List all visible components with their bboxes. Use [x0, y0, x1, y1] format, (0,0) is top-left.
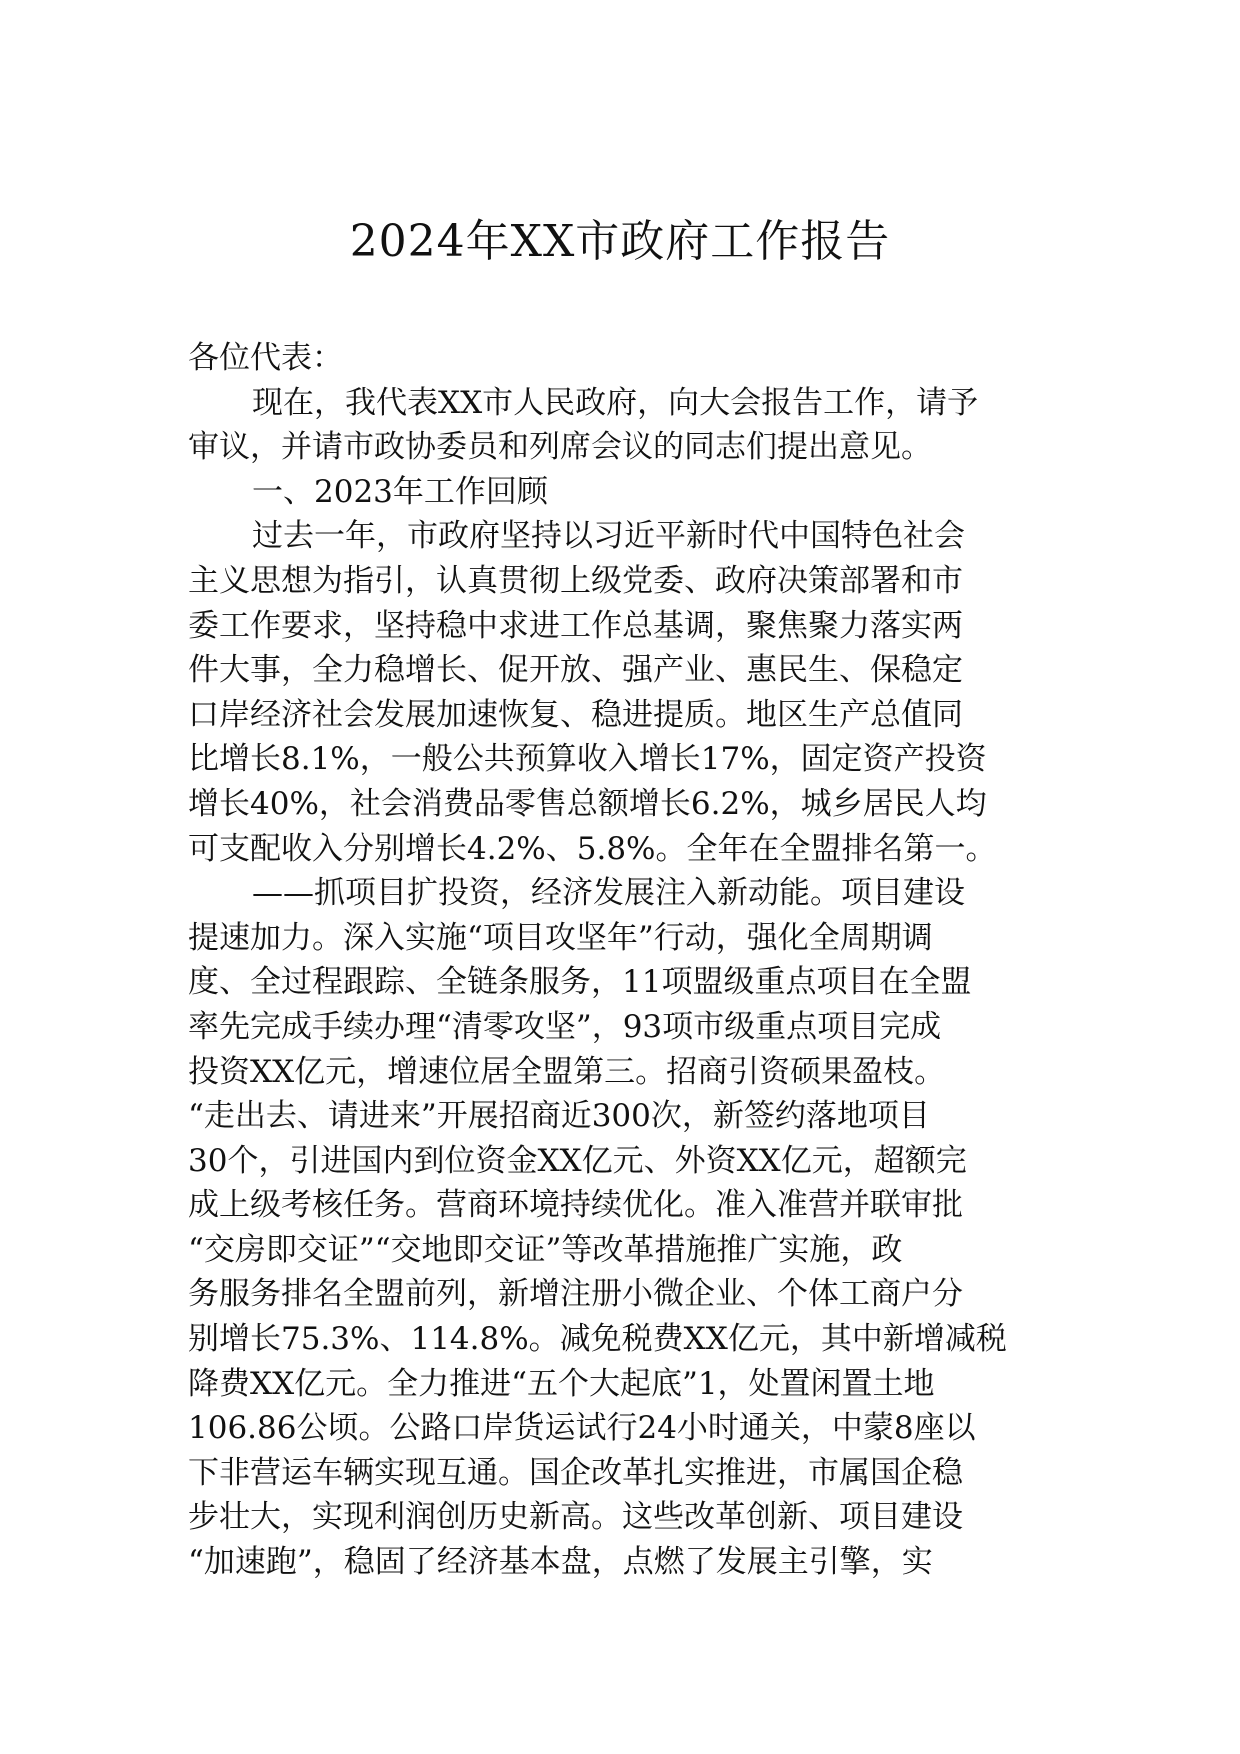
paragraph-line: “交房即交证”“交地即交证”等改革措施推广实施，政 — [188, 1231, 903, 1268]
paragraph-line: 委工作要求，坚持稳中求进工作总基调，聚焦聚力落实两 — [188, 607, 963, 644]
paragraph-line: 口岸经济社会发展加速恢复、稳进提质。地区生产总值同 — [188, 696, 963, 733]
paragraph-line: 审议，并请市政协委员和列席会议的同志们提出意见。 — [188, 429, 932, 466]
paragraph-line: 务服务排名全盟前列，新增注册小微企业、个体工商户分 — [188, 1276, 963, 1313]
paragraph-line: 比增长8.1%，一般公共预算收入增长17%，固定资产投资 — [188, 741, 987, 778]
paragraph-line: “走出去、请进来”开展招商近300次，新签约落地项目 — [188, 1098, 930, 1135]
paragraph-line: 降费XX亿元。全力推进“五个大起底”1，处置闲置土地 — [188, 1365, 935, 1402]
paragraph-line: 步壮大，实现利润创历史新高。这些改革创新、项目建设 — [188, 1499, 963, 1536]
paragraph-line: 主义思想为指引，认真贯彻上级党委、政府决策部署和市 — [188, 562, 963, 599]
paragraph-line: 现在，我代表XX市人民政府，向大会报告工作，请予 — [252, 384, 979, 421]
document-body — [188, 336, 1054, 1585]
paragraph-line: 别增长75.3%、114.8%。减免税费XX亿元，其中新增减税 — [188, 1321, 1007, 1358]
paragraph-line: 率先完成手续办理“清零攻坚”，93项市级重点项目完成 — [188, 1008, 942, 1045]
paragraph-line: 可支配收入分别增长4.2%、5.8%。全年在全盟排名第一。 — [188, 830, 997, 867]
paragraph-line: 过去一年，市政府坚持以习近平新时代中国特色社会 — [252, 518, 965, 555]
section-heading: 一、2023年工作回顾 — [252, 473, 548, 510]
paragraph-line: 投资XX亿元，增速位居全盟第三。招商引资硕果盈枝。 — [188, 1053, 946, 1090]
paragraph-line: 提速加力。深入实施“项目攻坚年”行动，强化全周期调 — [188, 919, 933, 956]
paragraph-line: 度、全过程跟踪、全链条服务，11项盟级重点项目在全盟 — [188, 964, 972, 1001]
paragraph-line: 下非营运车辆实现互通。国企改革扎实推进，市属国企稳 — [188, 1454, 963, 1491]
salutation-line: 各位代表： — [188, 340, 343, 376]
paragraph-line: 30个，引进国内到位资金XX亿元、外资XX亿元，超额完 — [188, 1142, 967, 1179]
paragraph-line: “加速跑”，稳固了经济基本盘，点燃了发展主引擎，实 — [188, 1544, 933, 1581]
paragraph-line: 成上级考核任务。营商环境持续优化。准入准营并联审批 — [188, 1187, 963, 1224]
paragraph-line: 件大事，全力稳增长、促开放、强产业、惠民生、保稳定 — [188, 652, 963, 689]
paragraph-line: ——抓项目扩投资，经济发展注入新动能。项目建设 — [252, 875, 965, 912]
paragraph-line: 增长40%，社会消费品零售总额增长6.2%，城乡居民人均 — [188, 785, 987, 822]
document-title: 2024年XX市政府工作报告 — [349, 216, 891, 267]
paragraph-line: 106.86公顷。公路口岸货运试行24小时通关，中蒙8座以 — [188, 1410, 976, 1447]
